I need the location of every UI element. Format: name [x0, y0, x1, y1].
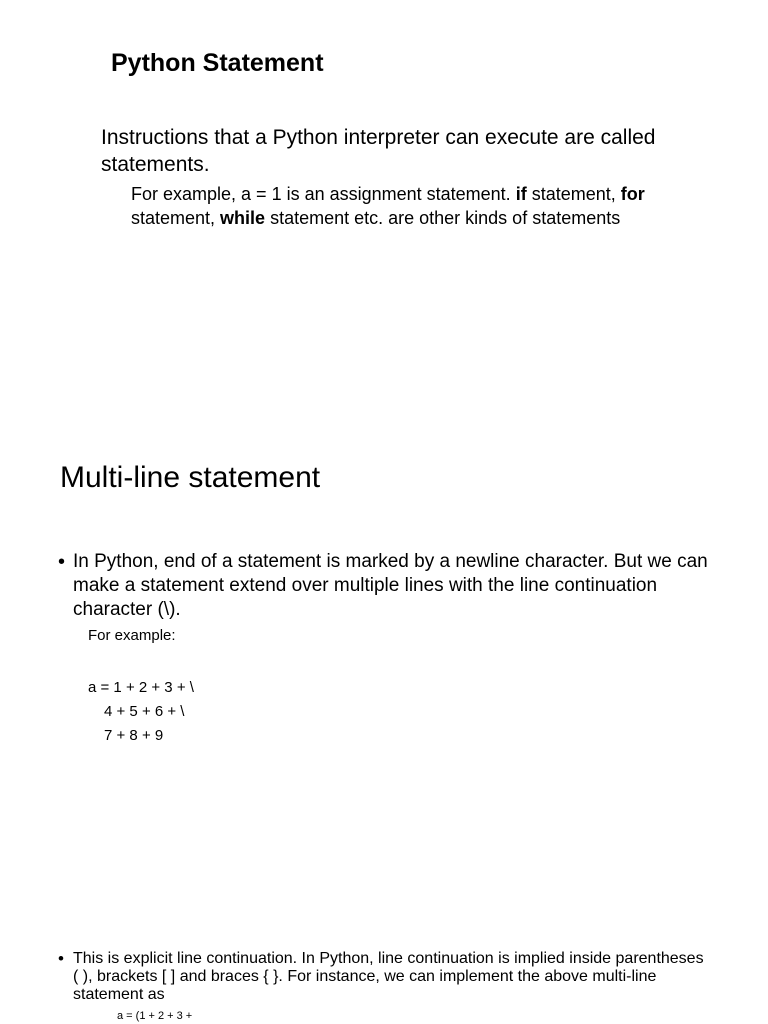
bullet-explanation: In Python, end of a statement is marked by a newline character. But we can make a statement extend over multiple lines with the line continuation character (\).	[73, 551, 708, 620]
example-text: For example, a = 1 is an assignment statement.	[131, 184, 516, 204]
code-line: a = 1 + 2 + 3 + \	[88, 679, 194, 696]
code-line: 7 + 8 + 9	[104, 727, 164, 744]
bullet-implicit-continuation: This is explicit line continuation. In Python, line continuation is implied inside parentheses ( ), brackets [ ] and braces { }. For instance, we can implement the above multi-line statement as	[73, 950, 704, 1003]
statement-example-paragraph	[131, 182, 691, 230]
example-text: statement etc. are other kinds of statements	[265, 208, 621, 228]
statement-definition: Instructions that a Python interpreter can execute are called statements.	[101, 126, 656, 176]
page-title: Python Statement	[111, 49, 324, 77]
bullet-marker: •	[58, 551, 66, 573]
example-label: For example:	[88, 627, 176, 644]
section-heading: Multi-line statement	[60, 461, 321, 494]
keyword-while: while	[220, 208, 266, 228]
example-text: statement,	[526, 184, 621, 204]
example-text: statement,	[131, 208, 221, 228]
keyword-if: if	[515, 184, 527, 204]
keyword-for: for	[620, 184, 645, 204]
code-line: 4 + 5 + 6 + \	[104, 703, 185, 720]
code-line: a = (1 + 2 + 3 +	[117, 1010, 193, 1022]
bullet-marker: •	[58, 949, 64, 968]
